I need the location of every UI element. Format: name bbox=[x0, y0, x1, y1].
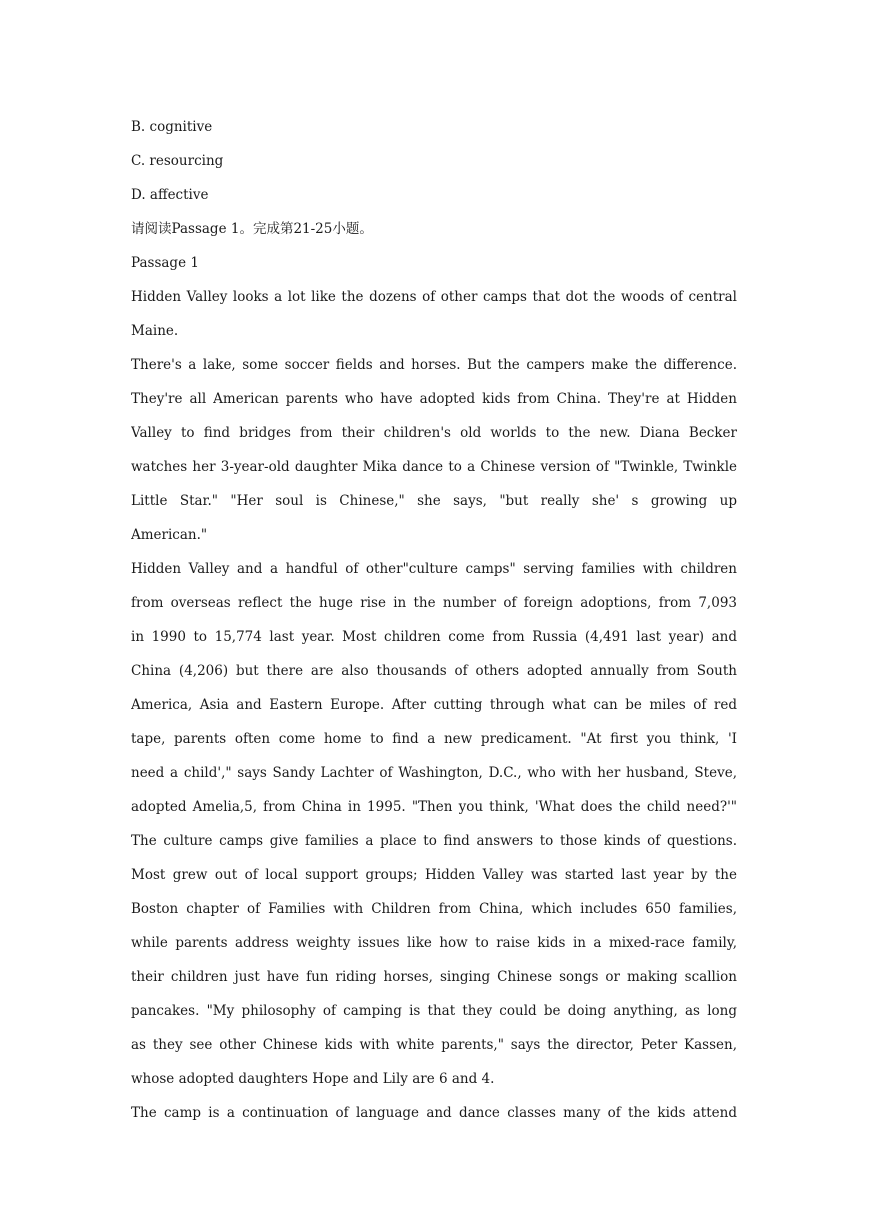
passage-title: Passage 1 bbox=[131, 255, 199, 271]
passage-line: adopted Amelia,5, from China in 1995. "Then you think, 'What does the child need?'" bbox=[131, 799, 737, 815]
document-page bbox=[131, 110, 737, 1130]
passage-line: in 1990 to 15,774 last year. Most children come from Russia (4,491 last year) and bbox=[131, 629, 737, 645]
passage-line: pancakes. "My philosophy of camping is that they could be doing anything, as long bbox=[131, 1003, 737, 1019]
passage-line: their children just have fun riding horses, singing Chinese songs or making scallion bbox=[131, 969, 737, 985]
passage-line: Hidden Valley and a handful of other"culture camps" serving families with children bbox=[131, 561, 737, 577]
passage-line: from overseas reflect the huge rise in the number of foreign adoptions, from 7,093 bbox=[131, 595, 737, 611]
passage-line: Maine. bbox=[131, 323, 179, 339]
passage-line: while parents address weighty issues like how to raise kids in a mixed-race family, bbox=[131, 935, 737, 951]
passage-line: Most grew out of local support groups; Hidden Valley was started last year by the bbox=[131, 867, 737, 883]
passage-line: Valley to find bridges from their children's old worlds to the new. Diana Becker bbox=[131, 425, 737, 441]
passage-line: The camp is a continuation of language and dance classes many of the kids attend bbox=[131, 1105, 737, 1121]
reading-instruction: 请阅读Passage 1。完成第21-25小题。 bbox=[131, 221, 373, 237]
passage-line: Boston chapter of Families with Children from China, which includes 650 families, bbox=[131, 901, 737, 917]
passage-line: America, Asia and Eastern Europe. After cutting through what can be miles of red bbox=[131, 697, 737, 713]
passage-line: whose adopted daughters Hope and Lily are 6 and 4. bbox=[131, 1071, 495, 1087]
passage-line: The culture camps give families a place to find answers to those kinds of questions. bbox=[131, 833, 737, 849]
passage-line: watches her 3-year-old daughter Mika dance to a Chinese version of "Twinkle, Twinkle bbox=[131, 459, 737, 475]
passage-line: They're all American parents who have adopted kids from China. They're at Hidden bbox=[131, 391, 737, 407]
passage-line: American." bbox=[131, 527, 208, 543]
option-d: D. affective bbox=[131, 187, 209, 203]
passage-line: There's a lake, some soccer fields and horses. But the campers make the difference. bbox=[131, 357, 737, 373]
passage-line: China (4,206) but there are also thousands of others adopted annually from South bbox=[131, 663, 737, 679]
passage-line: Little Star." "Her soul is Chinese," she says, "but really she' s growing up bbox=[131, 493, 737, 509]
option-c: C. resourcing bbox=[131, 153, 224, 169]
passage-line: need a child'," says Sandy Lachter of Washington, D.C., who with her husband, Steve, bbox=[131, 765, 737, 781]
option-b: B. cognitive bbox=[131, 119, 213, 135]
passage-line: Hidden Valley looks a lot like the dozens of other camps that dot the woods of central bbox=[131, 289, 737, 305]
passage-line: as they see other Chinese kids with white parents," says the director, Peter Kassen, bbox=[131, 1037, 737, 1053]
passage-line: tape, parents often come home to find a new predicament. "At first you think, 'I bbox=[131, 731, 737, 747]
